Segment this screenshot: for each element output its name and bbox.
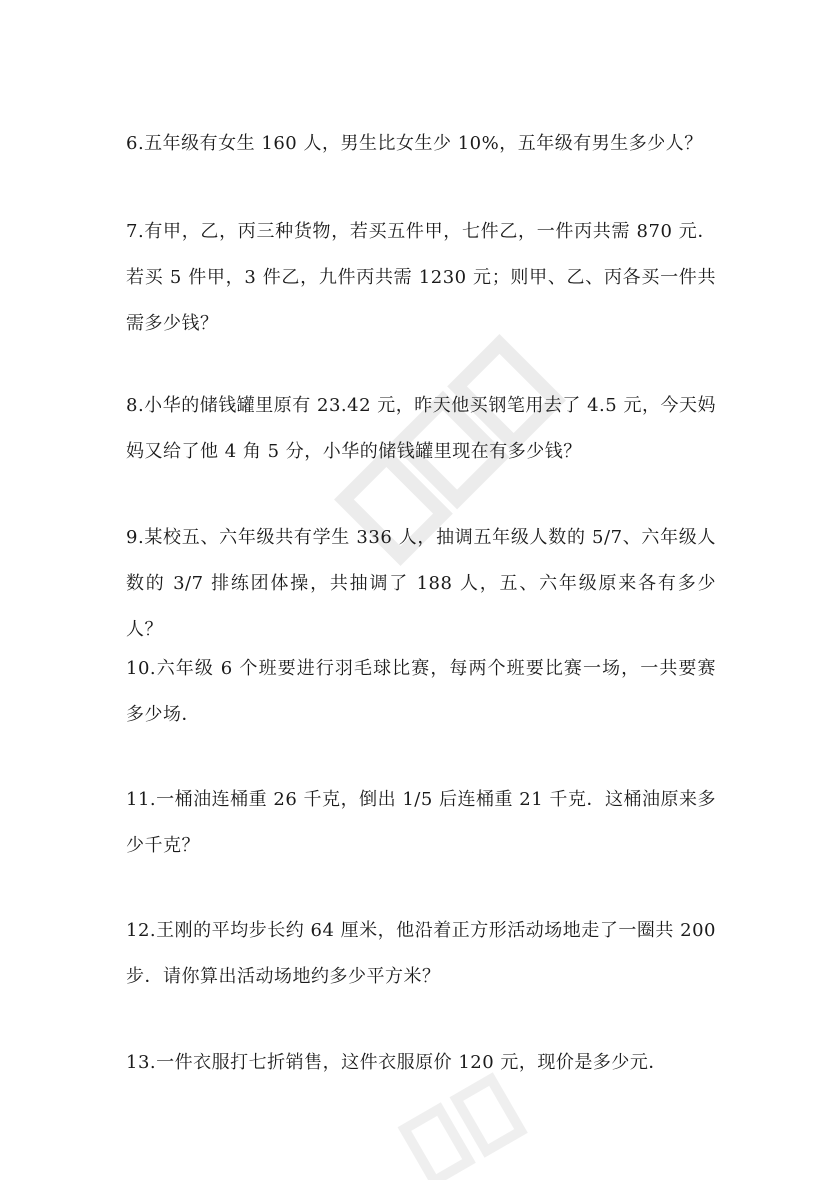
question-12: 12.王刚的平均步长约 64 厘米，他沿着正方形活动场地走了一圈共 200 步．请你算出活动场地约多少平方米？	[126, 920, 716, 987]
question-8: 8.小华的储钱罐里原有 23.42 元，昨天他买钢笔用去了 4.5 元，今天妈妈又给了他 4 角 5 分，小华的储钱罐里现在有多少钱？	[126, 395, 716, 462]
question-10: 10.六年级 6 个班要进行羽毛球比赛，每两个班要比赛一场，一共要赛多少场．	[126, 658, 716, 725]
question-7: 7.有甲，乙，丙三种货物，若买五件甲，七件乙，一件丙共需 870 元．若买 5 件甲，3 件乙，九件丙共需 1230 元；则甲、乙、丙各买一件共需多少钱？	[126, 221, 716, 334]
question-9: 9.某校五、六年级共有学生 336 人，抽调五年级人数的 5/7、六年级人数的 3/7 排练团体操，共抽调了 188 人，五、六年级原来各有多少人？	[126, 527, 716, 640]
question-11: 11.一桶油连桶重 26 千克，倒出 1/5 后连桶重 21 千克．这桶油原来多少千克？	[126, 789, 716, 856]
question-13: 13.一件衣服打七折销售，这件衣服原价 120 元，现价是多少元．	[126, 1052, 667, 1073]
question-6: 6.五年级有女生 160 人，男生比女生少 10%，五年级有男生多少人？	[126, 133, 703, 154]
